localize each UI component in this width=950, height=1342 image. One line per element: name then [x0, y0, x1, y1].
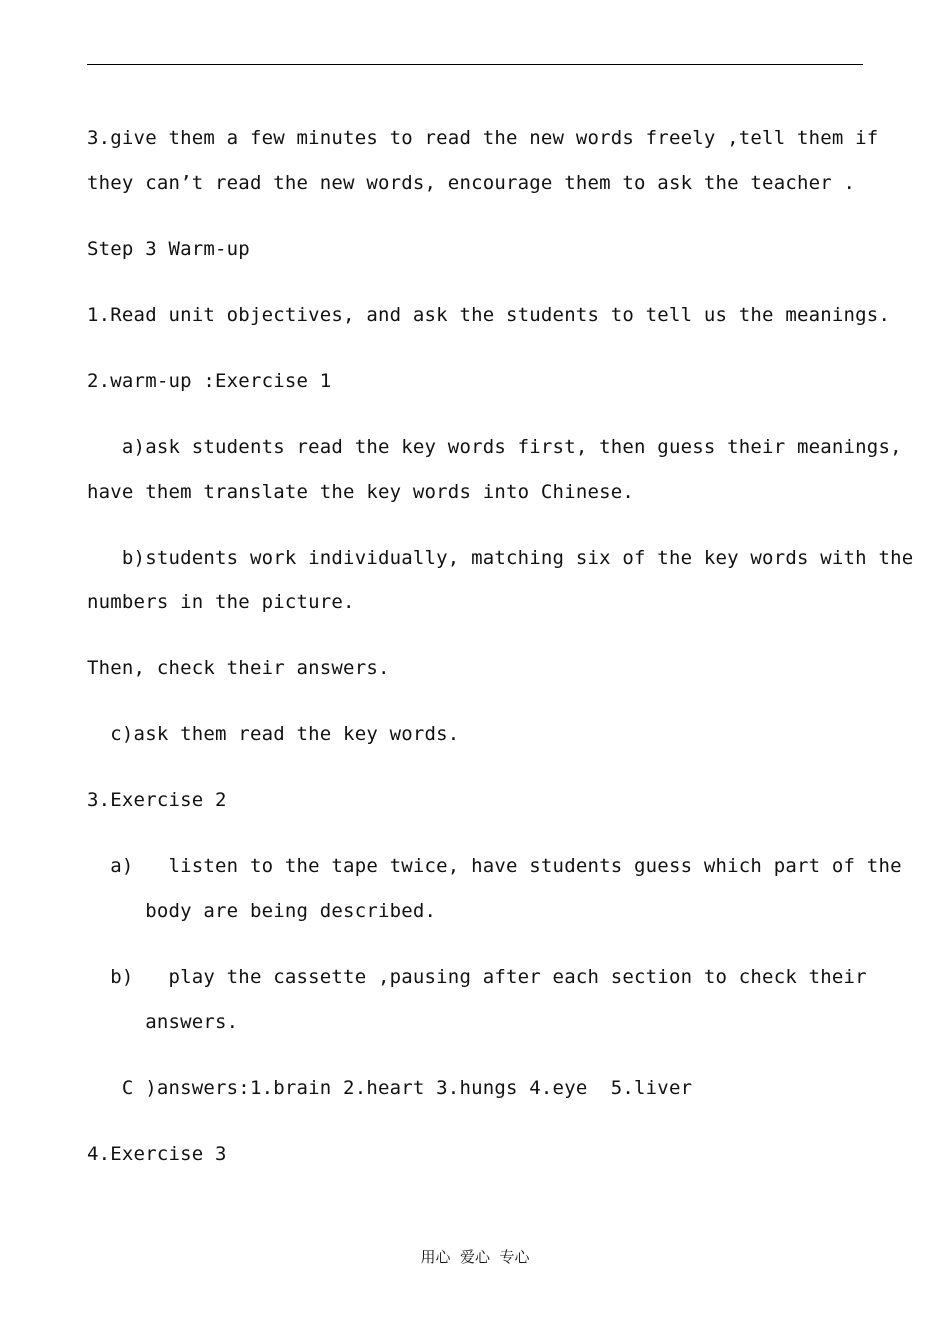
- text-line: c)ask them read the key words.: [87, 723, 460, 745]
- step-heading: Step 3 Warm-up: [87, 238, 250, 260]
- text-line: b) play the cassette ,pausing after each section to check their: [87, 966, 867, 988]
- text-line: 2.warm-up :Exercise 1: [87, 370, 332, 392]
- text-line: they can’t read the new words, encourage them to ask the teacher .: [87, 172, 856, 194]
- text-line: Then, check their answers.: [87, 657, 390, 679]
- text-line: body are being described.: [87, 900, 437, 922]
- text-line: 4.Exercise 3: [87, 1143, 227, 1165]
- text-line: a)ask students read the key words first, then guess their meanings,: [87, 436, 902, 458]
- text-line: answers.: [87, 1011, 239, 1033]
- text-line: numbers in the picture.: [87, 591, 355, 613]
- header-rule: [87, 64, 863, 65]
- text-line: have them translate the key words into Chinese.: [87, 481, 635, 503]
- text-line: 3.give them a few minutes to read the new words freely ,tell them if: [87, 127, 879, 149]
- text-line: 1.Read unit objectives, and ask the students to tell us the meanings.: [87, 304, 891, 326]
- text-line: 3.Exercise 2: [87, 789, 227, 811]
- page-footer: 用心 爱心 专心: [420, 1248, 530, 1266]
- text-line: b)students work individually, matching six of the key words with the: [87, 547, 914, 569]
- text-line: a) listen to the tape twice, have students guess which part of the: [87, 855, 902, 877]
- text-line: C )answers:1.brain 2.heart 3.hungs 4.eye 5.liver: [87, 1077, 693, 1099]
